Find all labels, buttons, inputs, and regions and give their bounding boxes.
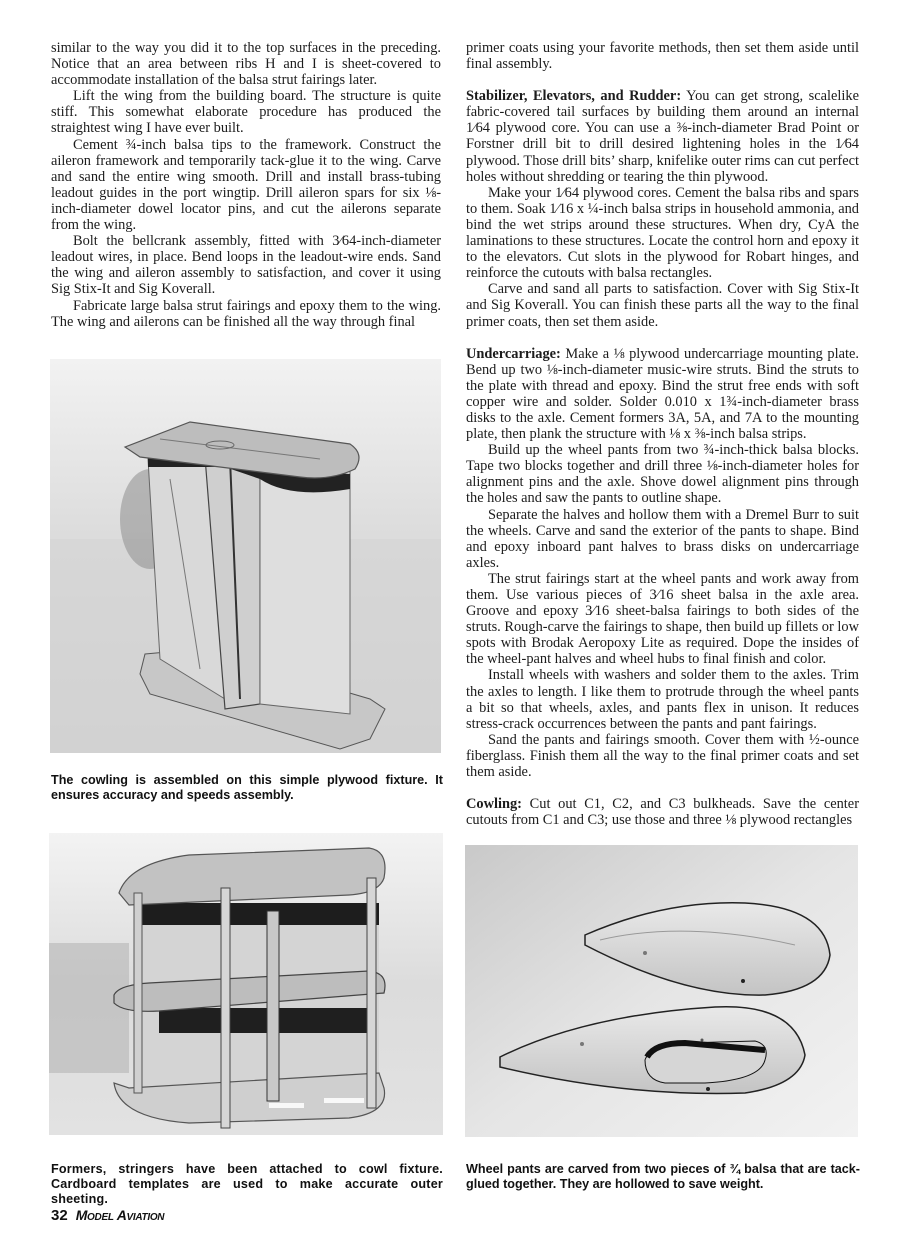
paragraph: You can get strong, scalelike fabric-covered tail surfaces by building them around an internal 1⁄64 plywood core. You can use a ⅜-inch-diameter Brad Point or Forstner drill bit to drill desired lightening holes in the 1⁄64 plywood. Those drill bits’ sharp, knifelike outer rims can cut perfect holes without shredding or tearing the thin plywood. (466, 88, 860, 185)
paragraph: Make a ⅛ plywood undercarriage mounting plate. Bend up two ⅛-inch-diameter music-wire struts. Bind the struts to the plate with thread and epoxy. Bind the strut free ends with soft copper wire and solder. Solder 0.010 x 1¾-inch-diameter brass disks to the axle. Cement formers 3A, 5A, and 7A to the mounting plate, then plank the structure with ⅛ x ⅜-inch balsa strips. (466, 345, 859, 443)
figure-caption: Formers, stringers have been attached to cowl fixture. Cardboard templates are used to make accurate outer sheeting. (51, 1162, 443, 1206)
paragraph: The strut fairings start at the wheel pants and work away from them. Use various pieces of 3⁄16 sheet balsa in the axle area. Groove and epoxy 3⁄16 sheet-balsa fairings to both sides of the struts. Rough-carve the fairings to shape, then build up fillets or low spots with Brodak Aeropoxy Lite as required. Dope the insides of the wheel-pant halves and wheel hubs to final finish and color. (466, 570, 859, 668)
cowl-formers-illustration (49, 833, 443, 1135)
figure-caption: The cowling is assembled on this simple plywood fixture. It ensures accuracy and speeds assembly. (51, 773, 443, 802)
page-number: 32 (51, 1207, 68, 1224)
paragraph: Cement ¾-inch balsa tips to the framework. Construct the aileron framework and temporarily tack-glue it to the wing. Carve and sand the entire wing smooth. Drill and install brass-tubing leadout guides in the port wingtip. Drill aileron spars for six ⅛-inch-diameter dowel locator pins, and cut the ailerons separate from the wing. (51, 136, 441, 234)
paragraph: similar to the way you did it to the top surfaces in the preceding. Notice that an area between ribs H and I is sheet-covered to accommodate installation of the balsa strut fairings later. (51, 40, 441, 89)
paragraph: Separate the halves and hollow them with a Dremel Burr to suit the wheels. Carve and sand the exterior of the pants to shape. Bind and epoxy inboard pant halves to brass disks on undercarriage axles. (466, 506, 859, 571)
paragraph: Sand the pants and fairings smooth. Cover them with ½-ounce fiberglass. Finish them all the way to the final primer coats and set them aside. (466, 731, 859, 781)
paragraph: primer coats using your favorite methods, then set them aside until final assembly. (466, 40, 859, 73)
paragraph: Fabricate large balsa strut fairings and epoxy them to the wing. The wing and ailerons can be finished all the way through final (51, 297, 441, 330)
wheel-pants-illustration (465, 845, 858, 1137)
paragraph: Cut out C1, C2, and C3 bulkheads. Save the center cutouts from C1 and C3; use those and three ⅛ plywood rectangles (466, 796, 859, 829)
figure-caption: Wheel pants are carved from two pieces of ¾ balsa that are tack-glued together. They are hollowed to save weight. (466, 1162, 860, 1191)
right-column (466, 40, 859, 828)
paragraph: Make your 1⁄64 plywood cores. Cement the balsa ribs and spars to them. Soak 1⁄16 x ¼-inch balsa strips in household ammonia, and bind the wet strips around these structures. When dry, CyA the laminations to these structures. Locate the control horn and epoxy it to the elevators. Cut slots in the plywood for Robart hinges, and reinforce the cutouts with balsa rectangles. (466, 184, 859, 282)
paragraph: Build up the wheel pants from two ¾-inch-thick balsa blocks. Tape two blocks together and drill three ⅛-inch-diameter holes for alignment pins and the axle. Shove dowel alignment pins through the holes and saw the pants to outline shape. (466, 442, 859, 507)
section-stabilizer (466, 88, 859, 185)
section-heading: Stabilizer, Elevators, and Rudder: (466, 88, 682, 105)
photo-wheel-pants (465, 845, 858, 1137)
photo-cowling-fixture (50, 359, 441, 753)
cowling-fixture-illustration (50, 359, 441, 753)
left-column (51, 40, 441, 330)
paragraph: Carve and sand all parts to satisfaction. Cover with Sig Stix-It and Sig Koverall. You can finish these parts all the way to the final primer coats, then set them aside. (466, 281, 859, 330)
magazine-name: Model Aviation (75, 1207, 165, 1223)
section-heading: Undercarriage: (466, 345, 561, 362)
photo-cowl-formers-stringers (49, 833, 443, 1135)
section-heading: Cowling: (466, 796, 522, 813)
paragraph: Bolt the bellcrank assembly, fitted with 3⁄64-inch-diameter leadout wires, in place. Bend loops in the leadout-wire ends. Sand the wing and aileron assembly to satisfaction, and cover it using Sig Stix-It and Sig Koverall. (51, 233, 441, 298)
paragraph: Lift the wing from the building board. The structure is quite stiff. This somewhat elaborate procedure has produced the straightest wing I have ever built. (51, 88, 441, 137)
page-footer (51, 1207, 164, 1224)
paragraph: Install wheels with washers and solder them to the axles. Trim the axles to length. I like them to protrude through the wheel pants a bit so that wheels, axles, and pants flex in unison. It reduces stress-crack occurrences between the pants and pant fairings. (466, 667, 859, 732)
section-cowling (466, 796, 859, 828)
section-undercarriage (466, 346, 859, 443)
